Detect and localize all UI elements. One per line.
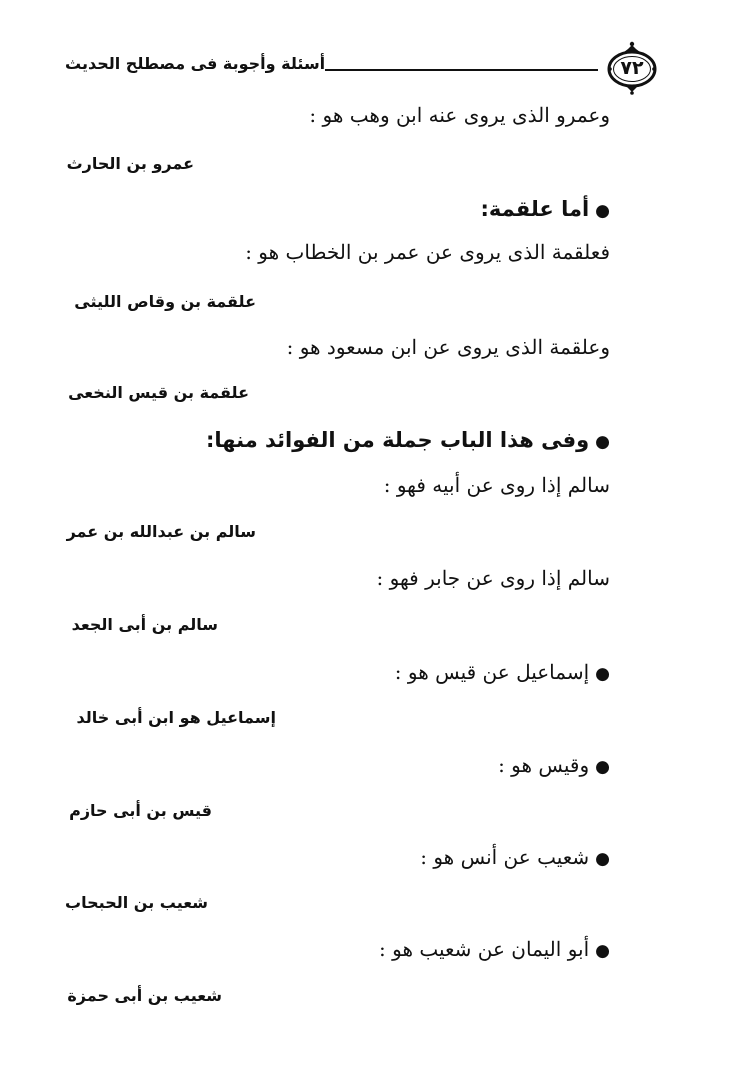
question-line: سالم إذا روى عن جابر فهو :	[376, 566, 610, 590]
answer-line: علقمة بن وقاص الليثى	[74, 292, 256, 311]
page-number-badge	[604, 40, 660, 96]
page-header	[60, 40, 660, 100]
question-line: فعلقمة الذى يروى عن عمر بن الخطاب هو :	[245, 240, 610, 264]
question-line: ●أبو اليمان عن شعيب هو :	[379, 937, 610, 961]
answer-line: قيس بن أبى حازم	[69, 801, 212, 820]
page-number: ٧٢	[620, 57, 644, 79]
answer-line: شعيب بن الحبحاب	[65, 893, 208, 912]
section-heading: ●وفى هذا الباب جملة من الفوائد منها:	[205, 428, 610, 452]
running-title: أسئلة وأجوبة فى مصطلح الحديث	[65, 54, 326, 73]
question-line: ●وقيس هو :	[498, 753, 610, 777]
header-rule	[325, 69, 598, 71]
answer-line: إسماعيل هو ابن أبى خالد	[76, 708, 276, 727]
bullet-icon: ●	[595, 757, 610, 777]
answer-line: عمرو بن الحارث	[66, 154, 194, 173]
bullet-icon: ●	[595, 941, 610, 961]
bullet-icon: ●	[595, 432, 610, 452]
answer-line: سالم بن أبى الجعد	[71, 615, 218, 634]
section-heading: ●أما علقمة:	[480, 197, 610, 221]
bullet-icon: ●	[595, 849, 610, 869]
answer-line: سالم بن عبدالله بن عمر	[66, 522, 256, 541]
answer-line: علقمة بن قيس النخعى	[68, 383, 249, 402]
bullet-icon: ●	[595, 664, 610, 684]
question-line: وعمرو الذى يروى عنه ابن وهب هو :	[309, 103, 610, 127]
question-line: ●إسماعيل عن قيس هو :	[394, 660, 610, 684]
bullet-icon: ●	[595, 201, 610, 221]
question-line: وعلقمة الذى يروى عن ابن مسعود هو :	[286, 335, 610, 359]
question-line: سالم إذا روى عن أبيه فهو :	[383, 473, 610, 497]
answer-line: شعيب بن أبى حمزة	[67, 986, 222, 1005]
question-line: ●شعيب عن أنس هو :	[420, 845, 610, 869]
